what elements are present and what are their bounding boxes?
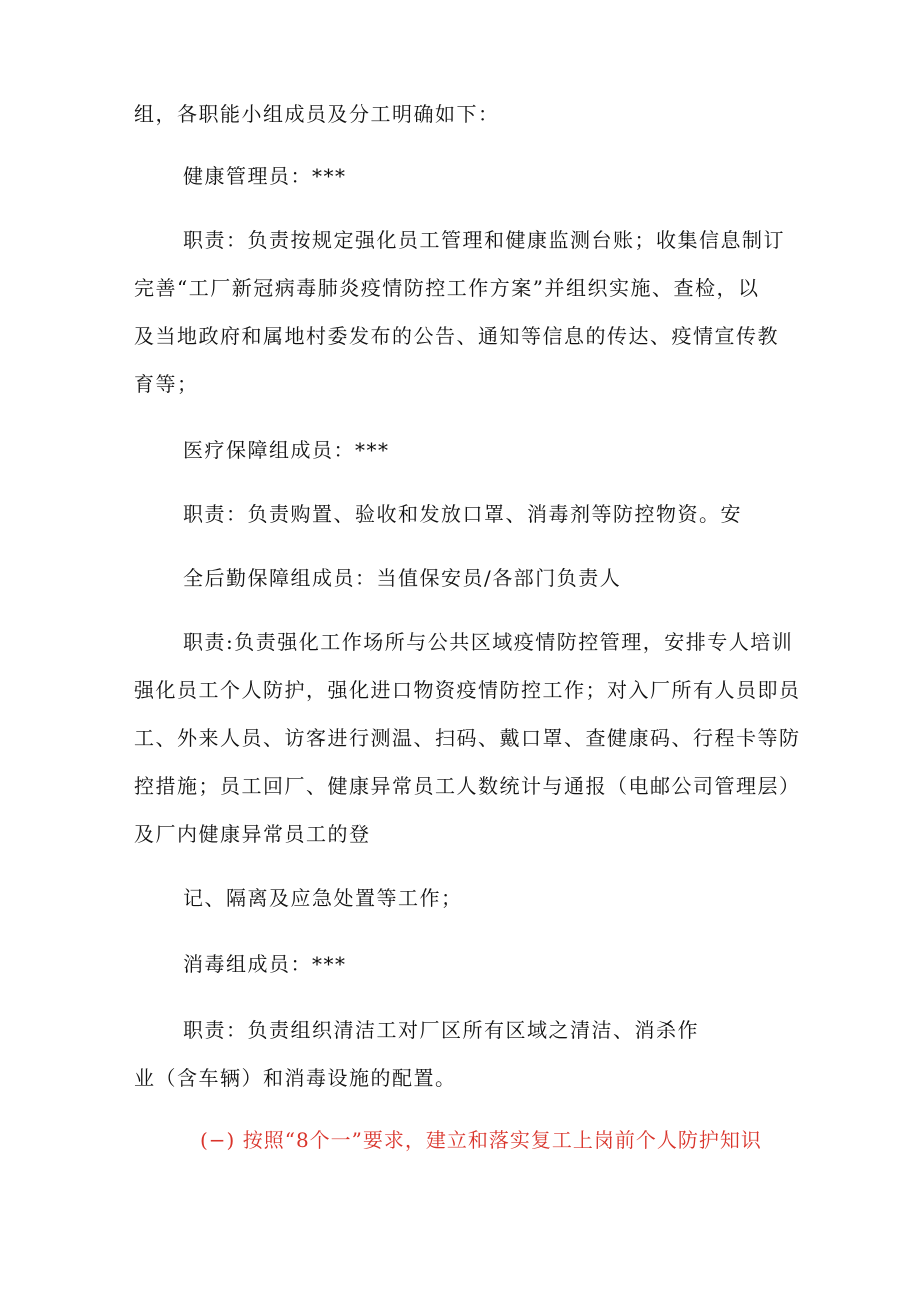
disinfection-group-line: 消毒组成员：***	[183, 952, 347, 976]
duty-line-continued: 及当地政府和属地村委发布的公告、通知等信息的传达、疫情宣传教	[134, 324, 779, 348]
text-line-intro: 组，各职能小组成员及分工明确如下：	[134, 102, 500, 126]
duty-line: 职责：负责组织清洁工对厂区所有区域之清洁、消杀作	[183, 1018, 699, 1042]
duty-line-continued: 业（含车辆）和消毒设施的配置。	[134, 1066, 457, 1090]
duty-line-continued: 工、外来人员、访客进行测温、扫码、戴口罩、查健康码、行程卡等防	[134, 726, 801, 750]
duty-line-continued: 控措施；员工回厂、健康异常员工人数统计与通报（电邮公司管理层）	[134, 774, 801, 798]
duty-line-continued: 完善“工厂新冠病毒肺炎疫情防控工作方案”并组织实施、查检，以	[134, 276, 760, 300]
logistics-group-line: 全后勤保障组成员：当值保安员/各部门负责人	[183, 566, 622, 590]
duty-line-continued: 及厂内健康异常员工的登	[134, 822, 371, 846]
duty-line-continued: 记、隔离及应急处置等工作；	[183, 886, 463, 910]
duty-line-continued: 育等；	[134, 372, 199, 396]
medical-group-line: 医疗保障组成员：***	[183, 438, 390, 462]
duty-line-continued: 强化员工个人防护，强化进口物资疫情防控工作；对入厂所有人员即员	[134, 678, 801, 702]
duty-line: 职责:负责强化工作场所与公共区域疫情防控管理，安排专人培训	[183, 630, 794, 654]
section-heading: (−) 按照“8个一”要求，建立和落实复工上岗前个人防护知识	[200, 1128, 762, 1152]
duty-line: 职责：负责按规定强化员工管理和健康监测台账；收集信息制订	[183, 228, 785, 252]
health-manager-line: 健康管理员：***	[183, 164, 347, 188]
duty-line: 职责：负责购置、验收和发放口罩、消毒剂等防控物资。安	[183, 502, 742, 526]
